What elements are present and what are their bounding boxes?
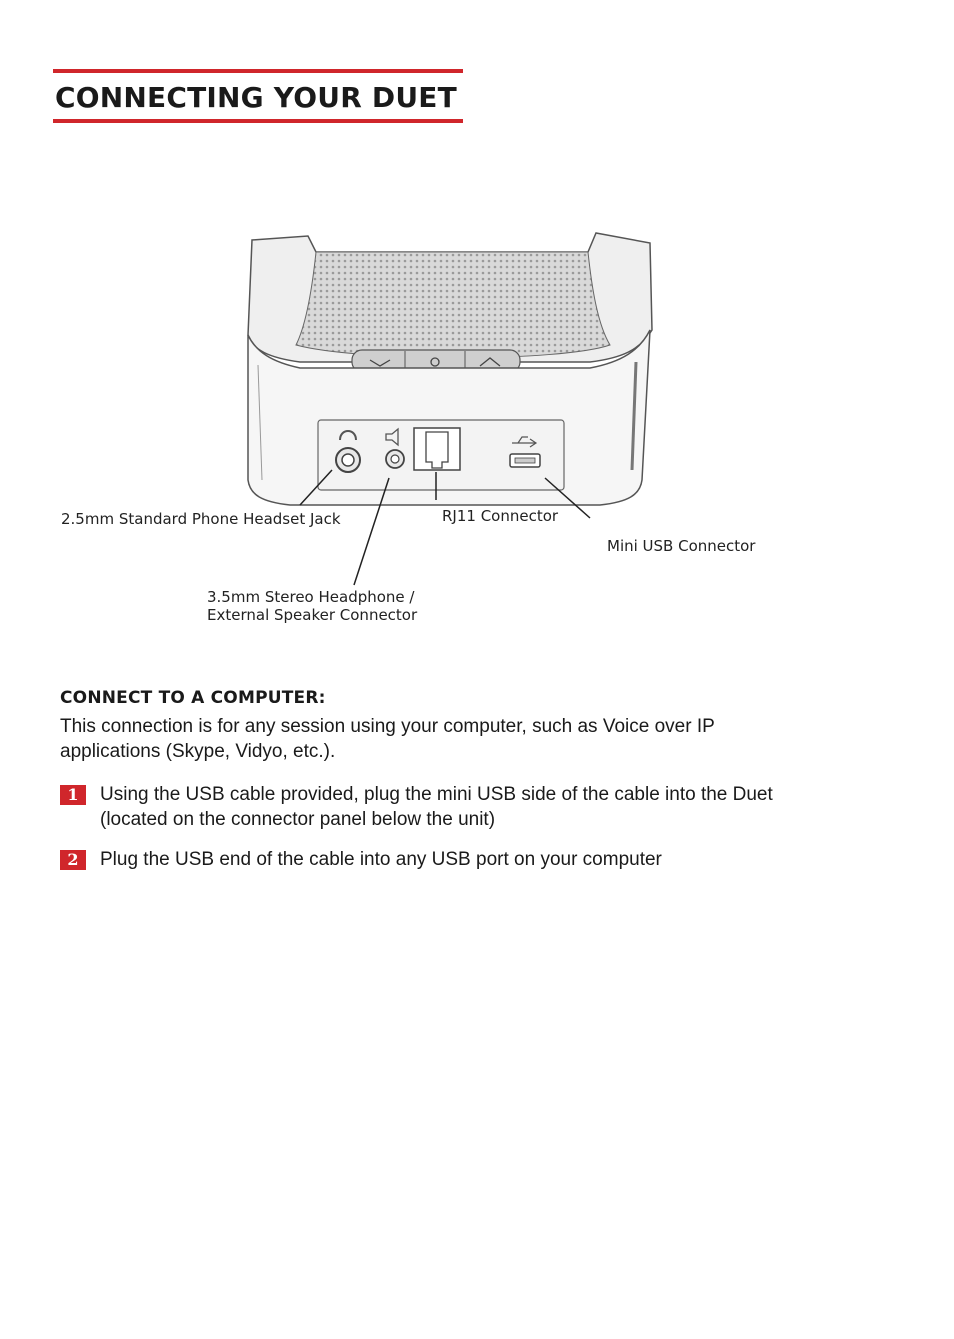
callout-stereo-line2: External Speaker Connector <box>207 606 418 624</box>
section-heading: CONNECT TO A COMPUTER: <box>60 688 326 708</box>
callout-mini-usb: Mini USB Connector <box>607 537 756 555</box>
rj11-port <box>414 428 460 470</box>
callout-stereo-line1: 3.5mm Stereo Headphone / <box>207 588 415 606</box>
step-text: Plug the USB end of the cable into any USB port on your computer <box>100 849 662 870</box>
callout-headset-jack: 2.5mm Standard Phone Headset Jack <box>61 510 341 528</box>
callout-rj11: RJ11 Connector <box>442 507 559 525</box>
page-title: CONNECTING YOUR DUET <box>55 81 457 114</box>
step-text: Using the USB cable provided, plug the mini USB side of the cable into the Duet (located on the connector panel below the unit) <box>100 784 773 830</box>
step-number-badge: 2 <box>60 850 86 870</box>
section-intro: This connection is for any session using your computer, such as Voice over IP applications (Skype, Vidyo, etc.). <box>60 716 715 762</box>
step-number-badge: 1 <box>60 785 86 805</box>
device-body <box>248 233 652 505</box>
